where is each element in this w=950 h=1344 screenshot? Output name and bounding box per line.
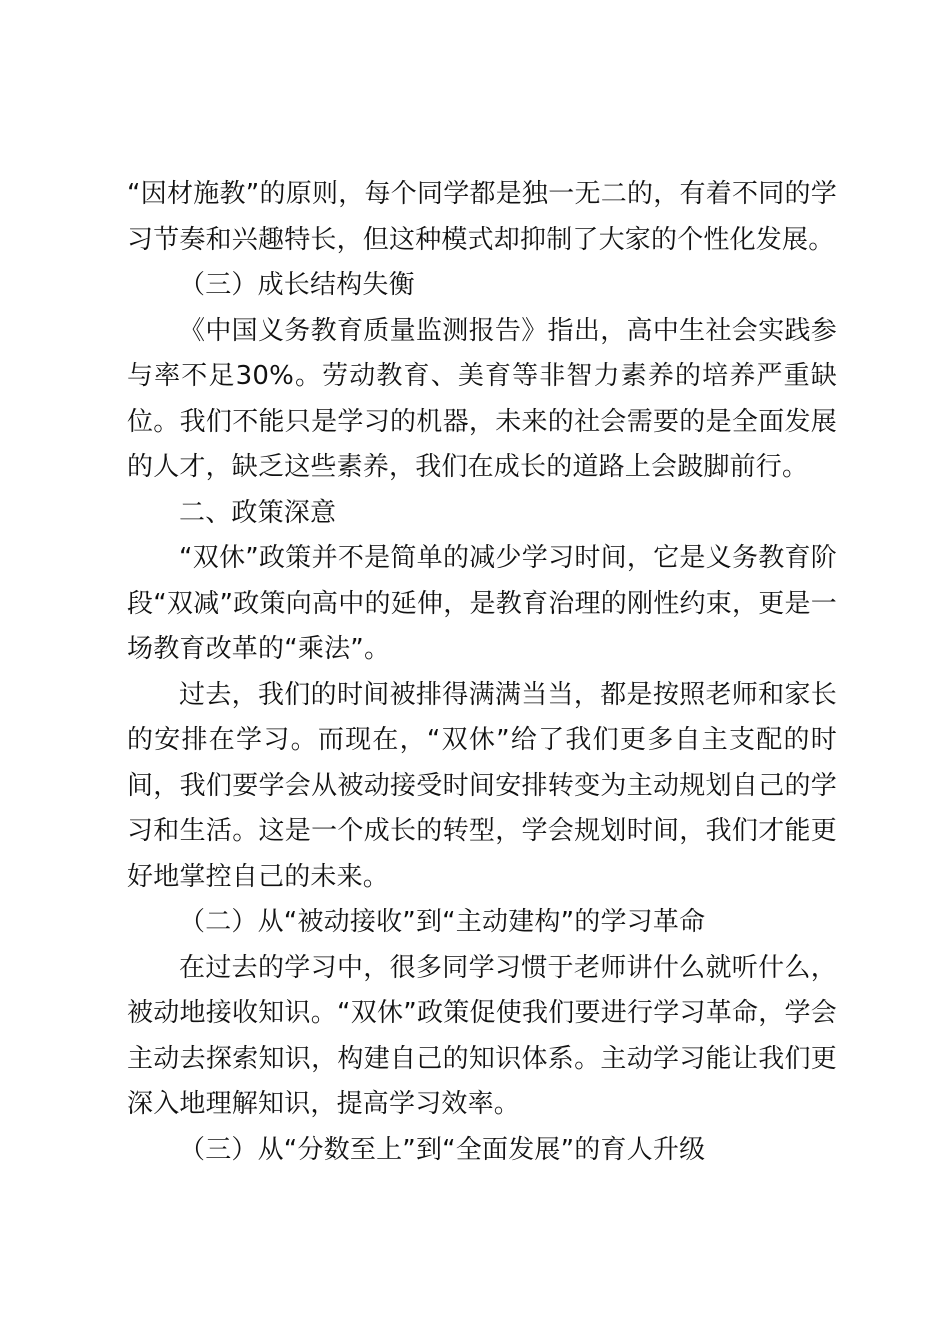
paragraph-continuation: “因材施教”的原则，每个同学都是独一无二的，有着不同的学习节奏和兴趣特长，但这种模式却抑制了大家的个性化发展。 [127,179,837,255]
section-heading-growth-imbalance: （三）成长结构失衡 [179,270,415,300]
paragraph-past-schedule: 过去，我们的时间被排得满满当当，都是按照老师和家长的安排在学习。而现在，“双休”给了我们更多自主支配的时间，我们要学会从被动接受时间安排转变为主动规划自己的学习和生活。这是一个成长的转型，学会规划时间，我们才能更好地掌控自己的未来。 [127,679,837,892]
paragraph-active-learning: 在过去的学习中，很多同学习惯于老师讲什么就听什么，被动地接收知识。“双休”政策促使我们要进行学习革命，学会主动去探索知识，构建自己的知识体系。主动学习能让我们更深入地理解知识，提高学习效率。 [127,952,837,1119]
document-body [127,172,837,1173]
section-heading-learning-revolution: （二）从“被动接收”到“主动建构”的学习革命 [179,907,706,937]
paragraph-policy: “双休”政策并不是简单的减少学习时间，它是义务教育阶段“双减”政策向高中的延伸，是教育治理的刚性约束，更是一场教育改革的“乘法”。 [127,543,837,664]
paragraph-report: 《中国义务教育质量监测报告》指出，高中生社会实践参与率不足30%。劳动教育、美育等非智力素养的培养严重缺位。我们不能只是学习的机器，未来的社会需要的是全面发展的人才，缺乏这些素养，我们在成长的道路上会跛脚前行。 [127,315,837,482]
section-heading-education-upgrade: （三）从“分数至上”到“全面发展”的育人升级 [179,1134,706,1165]
section-heading-policy-meaning: 二、政策深意 [179,497,337,528]
